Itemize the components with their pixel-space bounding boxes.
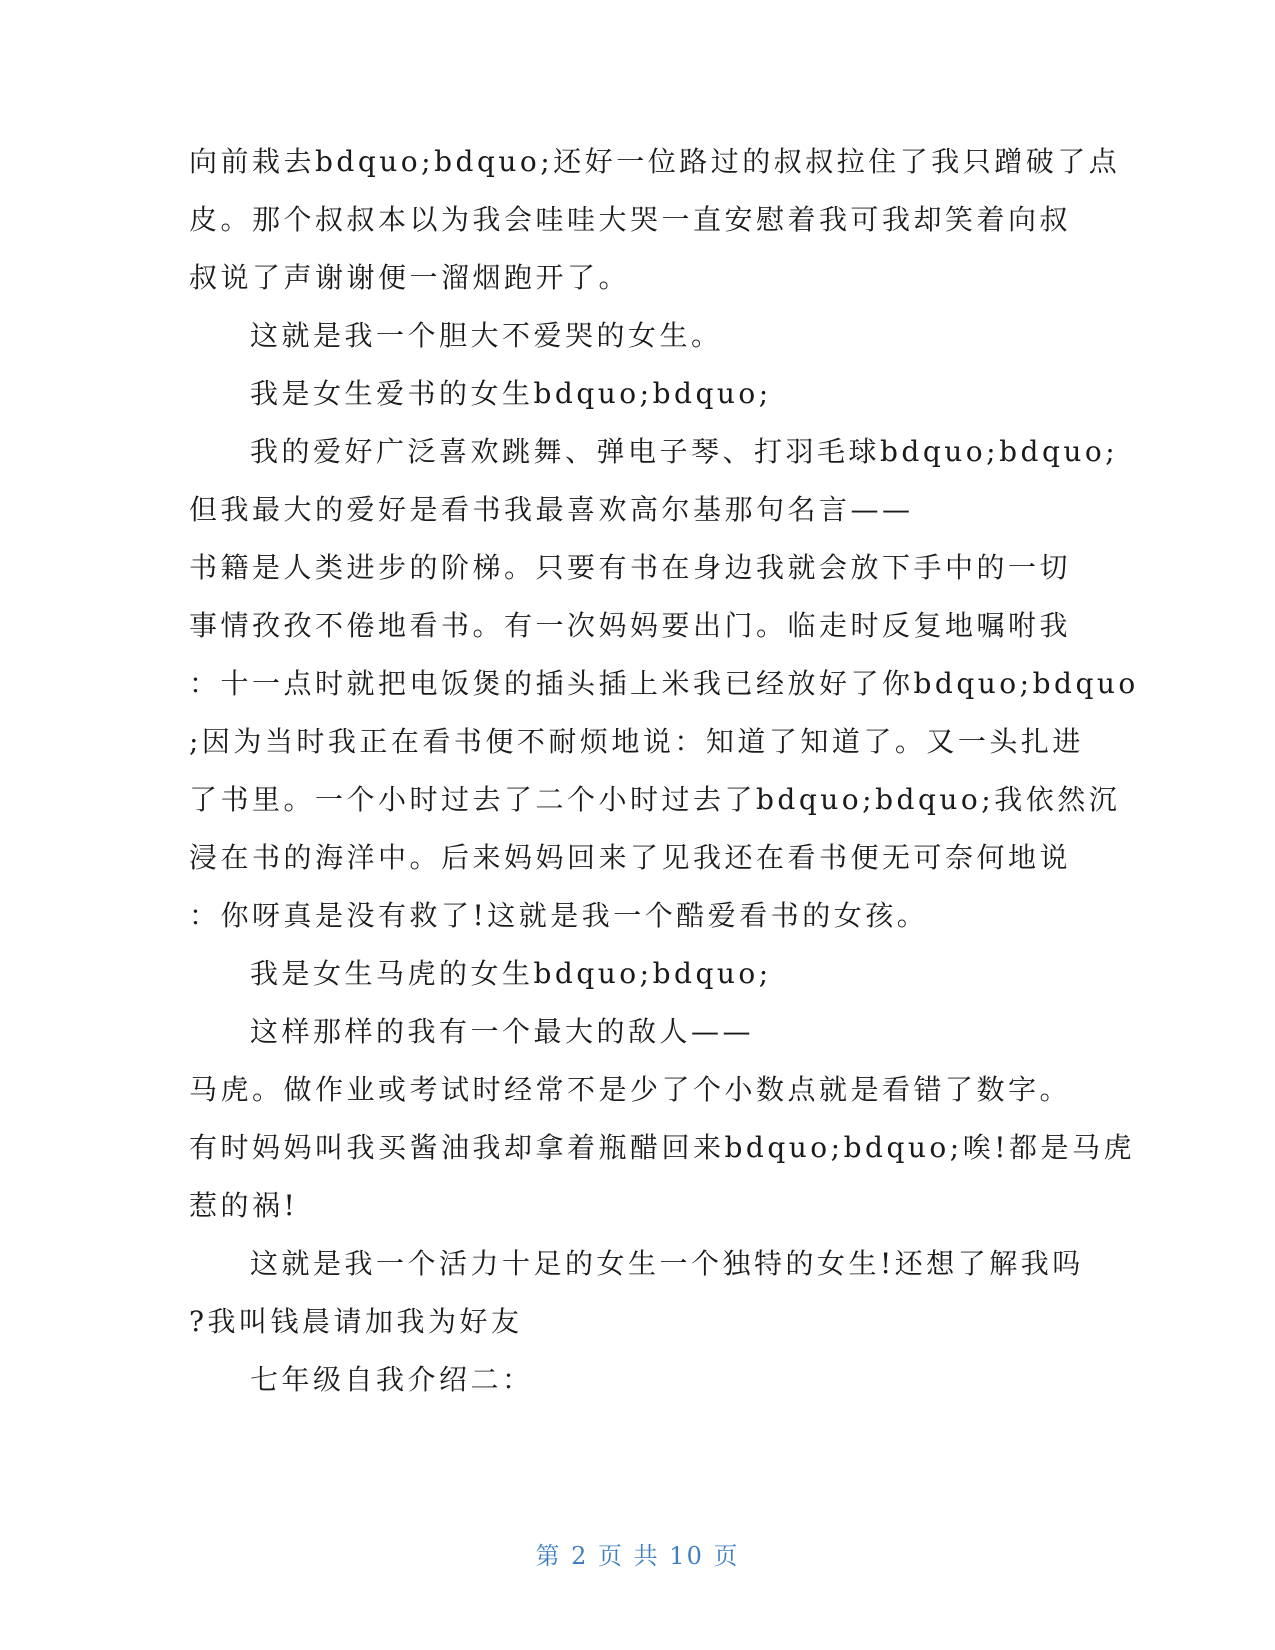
text-line: 皮。那个叔叔本以为我会哇哇大哭一直安慰着我可我却笑着向叔 — [189, 203, 1072, 236]
text-line: 但我最大的爱好是看书我最喜欢高尔基那句名言—— — [189, 493, 914, 526]
text-line: 浸在书的海洋中。后来妈妈回来了见我还在看书便无可奈何地说 — [189, 841, 1072, 874]
text-line: 七年级自我介绍二： — [250, 1363, 534, 1396]
text-line: 这就是我一个活力十足的女生一个独特的女生!还想了解我吗 — [250, 1247, 1084, 1280]
text-line: ：你呀真是没有救了!这就是我一个酷爱看书的女孩。 — [189, 899, 929, 932]
text-line: 我是女生爱书的女生bdquo;bdquo; — [250, 377, 772, 410]
text-line: 我的爱好广泛喜欢跳舞、弹电子琴、打羽毛球bdquo;bdquo; — [250, 435, 1119, 468]
page-number-footer: 第 2 页 共 10 页 — [535, 1542, 740, 1570]
text-line: 有时妈妈叫我买酱油我却拿着瓶醋回来bdquo;bdquo;唉!都是马虎 — [189, 1131, 1135, 1164]
text-line: ;因为当时我正在看书便不耐烦地说：知道了知道了。又一头扎进 — [189, 725, 1084, 758]
text-line: ?我叫钱晨请加我为好友 — [189, 1305, 523, 1338]
text-line: 叔说了声谢谢便一溜烟跑开了。 — [189, 261, 631, 294]
text-line: 这样那样的我有一个最大的敌人—— — [250, 1015, 755, 1048]
text-line: 马虎。做作业或考试时经常不是少了个小数点就是看错了数字。 — [189, 1073, 1072, 1106]
text-line: ：十一点时就把电饭煲的插头插上米我已经放好了你bdquo;bdquo — [189, 667, 1139, 700]
text-line: 了书里。一个小时过去了二个小时过去了bdquo;bdquo;我依然沉 — [189, 783, 1121, 816]
text-line: 我是女生马虎的女生bdquo;bdquo; — [250, 957, 772, 990]
text-line: 这就是我一个胆大不爱哭的女生。 — [250, 319, 723, 352]
text-line: 向前栽去bdquo;bdquo;还好一位路过的叔叔拉住了我只蹭破了点 — [189, 145, 1121, 178]
text-line: 书籍是人类进步的阶梯。只要有书在身边我就会放下手中的一切 — [189, 551, 1072, 584]
text-line: 惹的祸! — [189, 1189, 299, 1222]
text-line: 事情孜孜不倦地看书。有一次妈妈要出门。临走时反复地嘱咐我 — [189, 609, 1072, 642]
